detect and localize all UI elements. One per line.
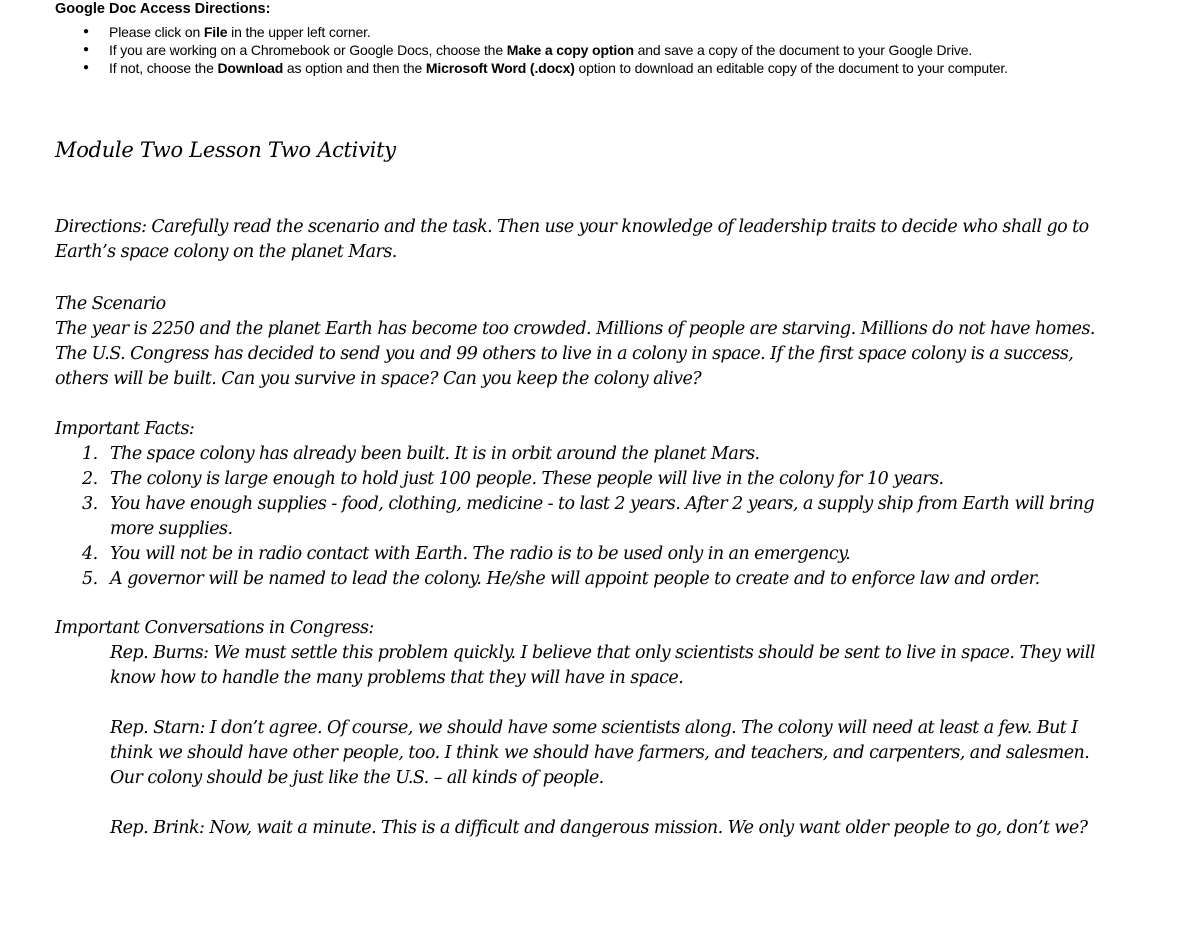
fact-text: The colony is large enough to hold just 100 people. These people will live in the colony for 10 years. bbox=[110, 469, 944, 489]
access-item bbox=[0, 41, 1200, 59]
facts-heading: Important Facts: bbox=[55, 419, 195, 439]
scenario-heading: The Scenario bbox=[55, 294, 166, 314]
text-line: Rep. Brink: Now, wait a minute. This is a difficult and dangerous mission. We only want older people to go, don’t we? bbox=[110, 818, 1088, 838]
facts-list bbox=[55, 442, 1155, 592]
fact-text: more supplies. bbox=[110, 519, 233, 539]
text-line: The U.S. Congress has decided to send you and 99 others to live in a colony in space. If the first space colony is a success, bbox=[55, 344, 1074, 364]
text-line: The year is 2250 and the planet Earth has become too crowded. Millions of people are starving. Millions do not have homes. bbox=[55, 319, 1095, 339]
file-menu-label: File bbox=[203, 24, 228, 40]
text-line: Our colony should be just like the U.S. – all kinds of people. bbox=[110, 768, 604, 788]
docx-label: Microsoft Word (.docx) bbox=[425, 60, 575, 76]
conversations-heading: Important Conversations in Congress: bbox=[55, 618, 374, 638]
fact-number: 1. bbox=[82, 444, 98, 464]
fact-text: The space colony has already been built. It is in orbit around the planet Mars. bbox=[110, 444, 760, 464]
access-text: option to download an editable copy of the document to your computer. bbox=[574, 60, 1008, 76]
access-text: If not, choose the bbox=[109, 60, 218, 76]
text-line: Rep. Starn: I don’t agree. Of course, we should have some scientists along. The colony will need at least a few. But I bbox=[110, 718, 1078, 738]
fact-item bbox=[55, 492, 1155, 542]
fact-item bbox=[55, 542, 1155, 567]
fact-item bbox=[55, 442, 1155, 467]
fact-text: A governor will be named to lead the colony. He/she will appoint people to create and to enforce law and order. bbox=[110, 569, 1040, 589]
fact-item bbox=[55, 567, 1155, 592]
access-directions-list bbox=[0, 23, 1200, 77]
download-label: Download bbox=[217, 60, 284, 76]
access-text: as option and then the bbox=[283, 60, 426, 76]
fact-text: You will not be in radio contact with Earth. The radio is to be used only in an emergency. bbox=[110, 544, 851, 564]
make-copy-label: Make a copy option bbox=[506, 42, 634, 58]
access-text: in the upper left corner. bbox=[227, 24, 371, 40]
text-line: Directions: Carefully read the scenario and the task. Then use your knowledge of leadership traits to decide who shall go to bbox=[55, 217, 1089, 237]
text-line: know how to handle the many problems that they will have in space. bbox=[110, 668, 684, 688]
page-title: Module Two Lesson Two Activity bbox=[55, 138, 396, 162]
fact-number: 3. bbox=[82, 494, 98, 514]
access-text: Please click on bbox=[109, 24, 204, 40]
fact-number: 5. bbox=[82, 569, 98, 589]
access-text: If you are working on a Chromebook or Google Docs, choose the bbox=[109, 42, 507, 58]
access-item bbox=[0, 59, 1200, 77]
facts-section bbox=[55, 417, 1155, 592]
fact-item bbox=[55, 467, 1155, 492]
scenario-section bbox=[55, 292, 1155, 392]
access-item bbox=[0, 23, 1200, 41]
text-line: Rep. Burns: We must settle this problem quickly. I believe that only scientists should be sent to live in space. They will bbox=[110, 643, 1095, 663]
text-line: think we should have other people, too. I think we should have farmers, and teachers, and carpenters, and salesmen. bbox=[110, 743, 1090, 763]
fact-number: 4. bbox=[82, 544, 98, 564]
text-line: Earth’s space colony on the planet Mars. bbox=[55, 242, 397, 262]
text-line: others will be built. Can you survive in space? Can you keep the colony alive? bbox=[55, 369, 702, 389]
quote-burns bbox=[110, 641, 1155, 691]
fact-number: 2. bbox=[82, 469, 98, 489]
fact-text: You have enough supplies - food, clothing, medicine - to last 2 years. After 2 years, a supply ship from Earth will bring bbox=[110, 494, 1094, 514]
quote-brink bbox=[110, 816, 1155, 841]
access-text: and save a copy of the document to your Google Drive. bbox=[633, 42, 973, 58]
conversations-section bbox=[55, 616, 1155, 866]
directions-paragraph bbox=[55, 215, 1155, 265]
quote-starn bbox=[110, 716, 1155, 791]
access-directions-heading: Google Doc Access Directions: bbox=[55, 1, 271, 17]
